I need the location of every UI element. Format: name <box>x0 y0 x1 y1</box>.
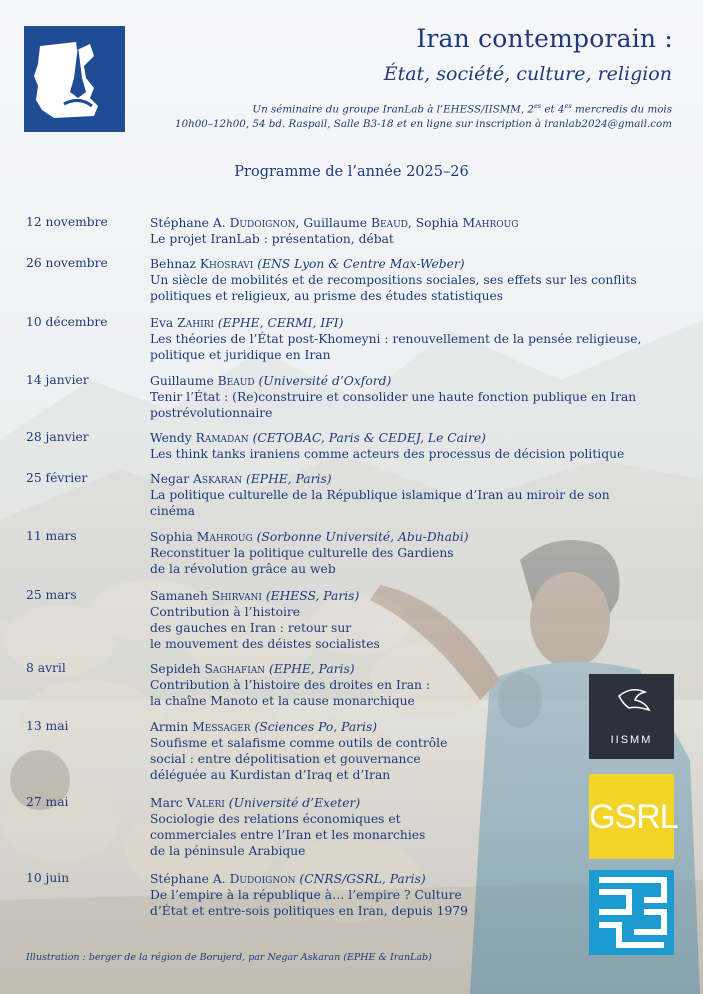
session-title-line: Soufisme et salafisme comme outils de contrôle <box>150 736 448 750</box>
session-title-line: La politique culturelle de la République islamique d’Iran au miroir de son <box>150 488 610 502</box>
session-title-line: commerciales entre l’Iran et les monarchies <box>150 828 426 842</box>
session-title-line: le mouvement des déistes socialistes <box>150 637 380 651</box>
speaker-surname: Ramadan <box>195 431 249 445</box>
speaker-surname: Beaud <box>370 216 408 230</box>
session-title-line: social : entre dépolitisation et gouvernance <box>150 752 421 766</box>
session-title-line: politiques et religieux, au prisme des études statistiques <box>150 289 504 303</box>
speaker-first-name: Armin <box>150 720 193 734</box>
session-title-line: des gauches en Iran : retour sur <box>150 621 352 635</box>
session-title-line: Les théories de l’État post-Khomeyni : renouvellement de la pensée religieuse, <box>150 332 642 346</box>
session-title-line: Contribution à l’histoire <box>150 605 301 619</box>
seminar-info-line-1: Un séminaire du groupe IranLab à l’EHESS/IISMM, $2^{es}$ et $4^{es}$ mercredis du mois <box>252 102 672 116</box>
speaker-affiliation: (ENS Lyon & Centre Max-Weber) <box>257 257 465 271</box>
page-subtitle: État, société, culture, religion <box>383 63 672 85</box>
session-speakers <box>150 315 678 331</box>
speaker-surname: Messager <box>192 720 251 734</box>
session-date: 10 décembre <box>26 315 108 329</box>
speaker-affiliation: (Université d’Oxford) <box>258 374 392 388</box>
speaker-affiliation: (Sorbonne Université, Abu-Dhabi) <box>256 530 469 544</box>
speaker-affiliation: (EPHE, CERMI, IFI) <box>217 316 344 330</box>
speaker-affiliation: (EHESS, Paris) <box>265 589 360 603</box>
session-date: 25 février <box>26 471 88 485</box>
session-date: 12 novembre <box>26 215 108 229</box>
session-details <box>150 373 678 421</box>
session-speakers <box>150 373 678 389</box>
gsrl-logo <box>589 774 678 859</box>
session-details <box>150 430 678 462</box>
page-title: Iran contemporain : <box>416 24 673 53</box>
session-title-line: déléguée au Kurdistan d’Iraq et d’Iran <box>150 768 391 782</box>
session-details <box>150 471 678 519</box>
session-date: 13 mai <box>26 719 69 733</box>
session-details <box>150 588 678 652</box>
speaker-affiliation: (CNRS/GSRL, Paris) <box>299 872 426 886</box>
speaker-surname: Shirvani <box>211 589 262 603</box>
speaker-first-name: Eva <box>150 316 178 330</box>
speaker-surname: Askaran <box>193 472 243 486</box>
speaker-surname: Mahroug <box>462 216 519 230</box>
institution-maze-logo <box>589 870 674 955</box>
speaker-separator: , <box>407 216 416 230</box>
seminar-info-line-2: 10h00–12h00, 54 bd. Raspail, Salle B3-18 et en ligne sur inscription à iranlab2024@gmail.com <box>175 118 672 130</box>
session-speakers <box>150 529 678 545</box>
speaker-surname: Khosravi <box>199 257 254 271</box>
bird-icon <box>589 674 674 734</box>
session-title-line: Contribution à l’histoire des droites en Iran : <box>150 678 431 692</box>
session-title-line: cinéma <box>150 504 196 518</box>
speaker-affiliation: (CETOBAC, Paris & CEDEJ, Le Caire) <box>252 431 486 445</box>
session-speakers <box>150 471 678 487</box>
session-title-line: politique et juridique en Iran <box>150 348 331 362</box>
speaker-first-name: Marc <box>150 796 187 810</box>
speaker-first-name: Stéphane A. <box>150 872 230 886</box>
session-title-line: Un siècle de mobilités et de recompositions sociales, ses effets sur les conflits <box>150 273 637 287</box>
speaker-first-name: Sophia <box>415 216 463 230</box>
session-date: 11 mars <box>26 529 77 543</box>
session-details <box>150 529 678 577</box>
session-date: 25 mars <box>26 588 77 602</box>
speaker-affiliation: (Sciences Po, Paris) <box>254 720 378 734</box>
gsrl-label: GSRL <box>589 798 678 836</box>
iismm-label: IISMM <box>610 734 653 746</box>
speaker-affiliation: (Université d’Exeter) <box>228 796 361 810</box>
session-title-line: de la péninsule Arabique <box>150 844 306 858</box>
session-title-line: Sociologie des relations économiques et <box>150 812 401 826</box>
speaker-surname: Dudoignon <box>229 216 296 230</box>
speaker-surname: Valeri <box>186 796 225 810</box>
session-title-line: Reconstituer la politique culturelle des Gardiens <box>150 546 454 560</box>
session-title-line: Les think tanks iraniens comme acteurs des processus de décision politique <box>150 447 625 461</box>
speaker-affiliation: (EPHE, Paris) <box>269 662 355 676</box>
session-date: 27 mai <box>26 795 69 809</box>
speaker-first-name: Stéphane A. <box>150 216 230 230</box>
session-title-line: Tenir l’État : (Re)construire et consolider une haute fonction publique en Iran <box>150 390 637 404</box>
iranlab-map-icon <box>24 26 125 132</box>
session-speakers <box>150 588 678 604</box>
session-title-line: de la révolution grâce au web <box>150 562 336 576</box>
session-date: 10 juin <box>26 871 70 885</box>
iranlab-logo <box>24 26 125 132</box>
speaker-first-name: Sophia <box>150 530 197 544</box>
session-date: 28 janvier <box>26 430 89 444</box>
speaker-surname: Mahroug <box>196 530 253 544</box>
session-date: 8 avril <box>26 661 66 675</box>
session-date: 14 janvier <box>26 373 89 387</box>
session-speakers <box>150 430 678 446</box>
session-title-line: postrévolutionnaire <box>150 406 273 420</box>
session-details <box>150 215 678 247</box>
speaker-surname: Zahiri <box>177 316 214 330</box>
speaker-affiliation: (EPHE, Paris) <box>246 472 332 486</box>
speaker-first-name: Guillaume <box>150 374 218 388</box>
session-speakers <box>150 256 678 272</box>
speaker-first-name: Wendy <box>150 431 196 445</box>
session-speakers <box>150 215 678 231</box>
session-title-line: Le projet IranLab : présentation, débat <box>150 232 394 246</box>
maze-pattern-icon <box>589 870 674 955</box>
session-date: 26 novembre <box>26 256 108 270</box>
illustration-credit: Illustration : berger de la région de Borujerd, par Negar Askaran (EPHE & IranLab) <box>26 952 432 963</box>
session-details <box>150 315 678 363</box>
speaker-surname: Saghafian <box>204 662 266 676</box>
iismm-logo <box>589 674 674 759</box>
speaker-first-name: Behnaz <box>150 257 200 271</box>
speaker-first-name: Sepideh <box>150 662 205 676</box>
session-details <box>150 256 678 304</box>
programme-heading: Programme de l’année 2025–26 <box>234 164 469 180</box>
session-title-line: d’État et entre-sois politiques en Iran, depuis 1979 <box>150 904 468 918</box>
speaker-first-name: Guillaume <box>303 216 371 230</box>
speaker-surname: Dudoignon <box>229 872 296 886</box>
speaker-first-name: Samaneh <box>150 589 212 603</box>
session-title-line: De l’empire à la république à… l’empire ? Culture <box>150 888 462 902</box>
speaker-first-name: Negar <box>150 472 194 486</box>
speaker-surname: Beaud <box>217 374 255 388</box>
speaker-separator: , <box>295 216 304 230</box>
session-title-line: la chaîne Manoto et la cause monarchique <box>150 694 415 708</box>
